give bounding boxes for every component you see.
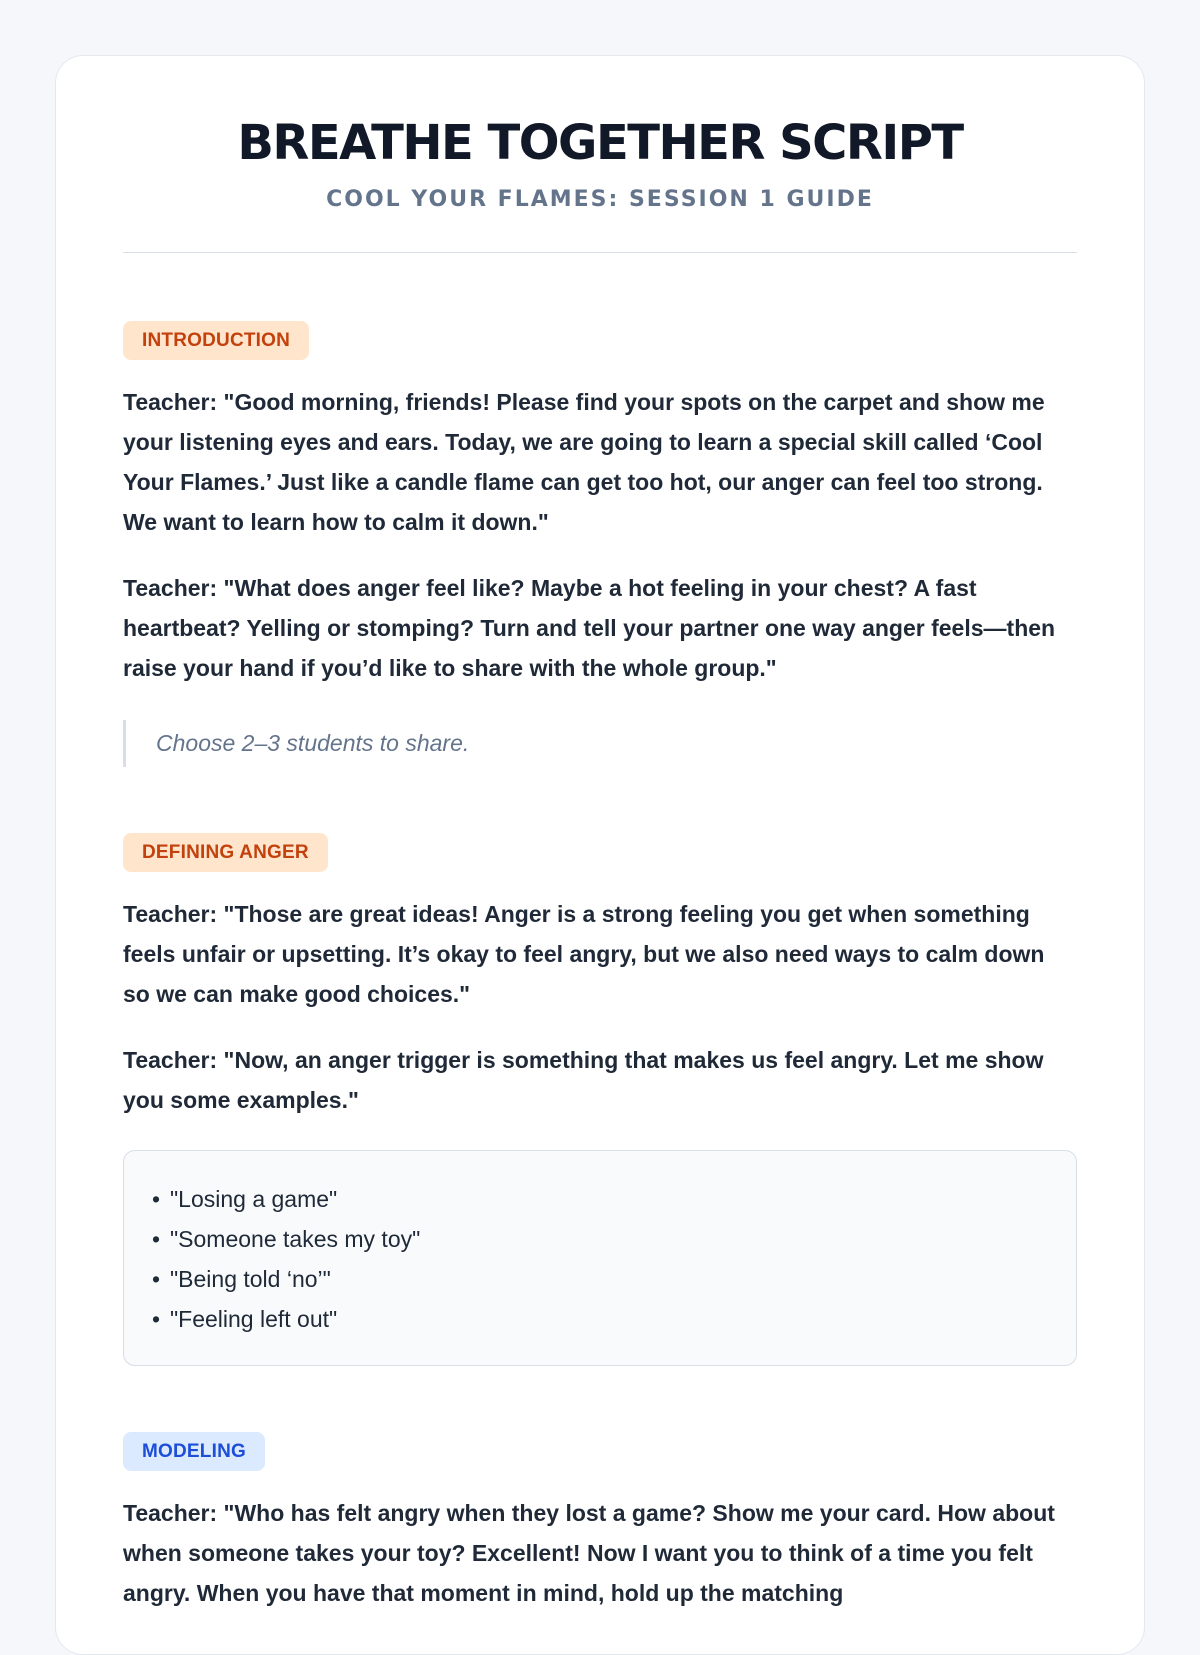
section-tag-introduction: INTRODUCTION: [123, 321, 309, 360]
list-item: • "Feeling left out": [152, 1299, 1048, 1339]
list-item: • "Being told ‘no’": [152, 1259, 1048, 1299]
script-paragraph: Teacher: "Those are great ideas! Anger is a strong feeling you get when something feels unfair or upsetting. It’s okay to feel angry, but we also need ways to calm down so we can make good choices.": [123, 901, 1045, 1008]
header-divider: [123, 252, 1077, 253]
section-modeling: [123, 1432, 1077, 1613]
script-header: [123, 116, 1077, 212]
section-defining-anger: [123, 833, 1077, 1366]
section-tag-modeling: MODELING: [123, 1432, 265, 1471]
script-paragraph: Teacher: "Now, an anger trigger is something that makes us feel angry. Let me show you some examples.": [123, 1047, 1044, 1114]
script-paragraph: Teacher: "Good morning, friends! Please find your spots on the carpet and show me your listening eyes and ears. Today, we are going to learn a special skill called ‘Cool Your Flames.’ Just like a candle flame can get too hot, our anger can feel too strong. We want to learn how to calm it down.": [123, 389, 1045, 536]
list-item: • "Someone takes my toy": [152, 1219, 1048, 1259]
trigger-examples-box: [123, 1150, 1077, 1366]
list-item: • "Losing a game": [152, 1179, 1048, 1219]
page-title: BREATHE TOGETHER SCRIPT: [237, 115, 963, 171]
section-introduction: [123, 321, 1077, 767]
section-tag-defining-anger: DEFINING ANGER: [123, 833, 328, 872]
script-card: [55, 55, 1145, 1655]
teacher-note: Choose 2–3 students to share.: [123, 720, 1077, 767]
script-paragraph: Teacher: "Who has felt angry when they lost a game? Show me your card. How about when someone takes your toy? Excellent! Now I want you to think of a time you felt angry. When you have that moment in mind, hold up the matching: [123, 1500, 1055, 1607]
script-paragraph: Teacher: "What does anger feel like? Maybe a hot feeling in your chest? A fast heartbeat? Yelling or stomping? Turn and tell your partner one way anger feels—then raise your hand if you’d like to share with the whole group.": [123, 575, 1056, 682]
page-subtitle: COOL YOUR FLAMES: SESSION 1 GUIDE: [326, 187, 874, 213]
